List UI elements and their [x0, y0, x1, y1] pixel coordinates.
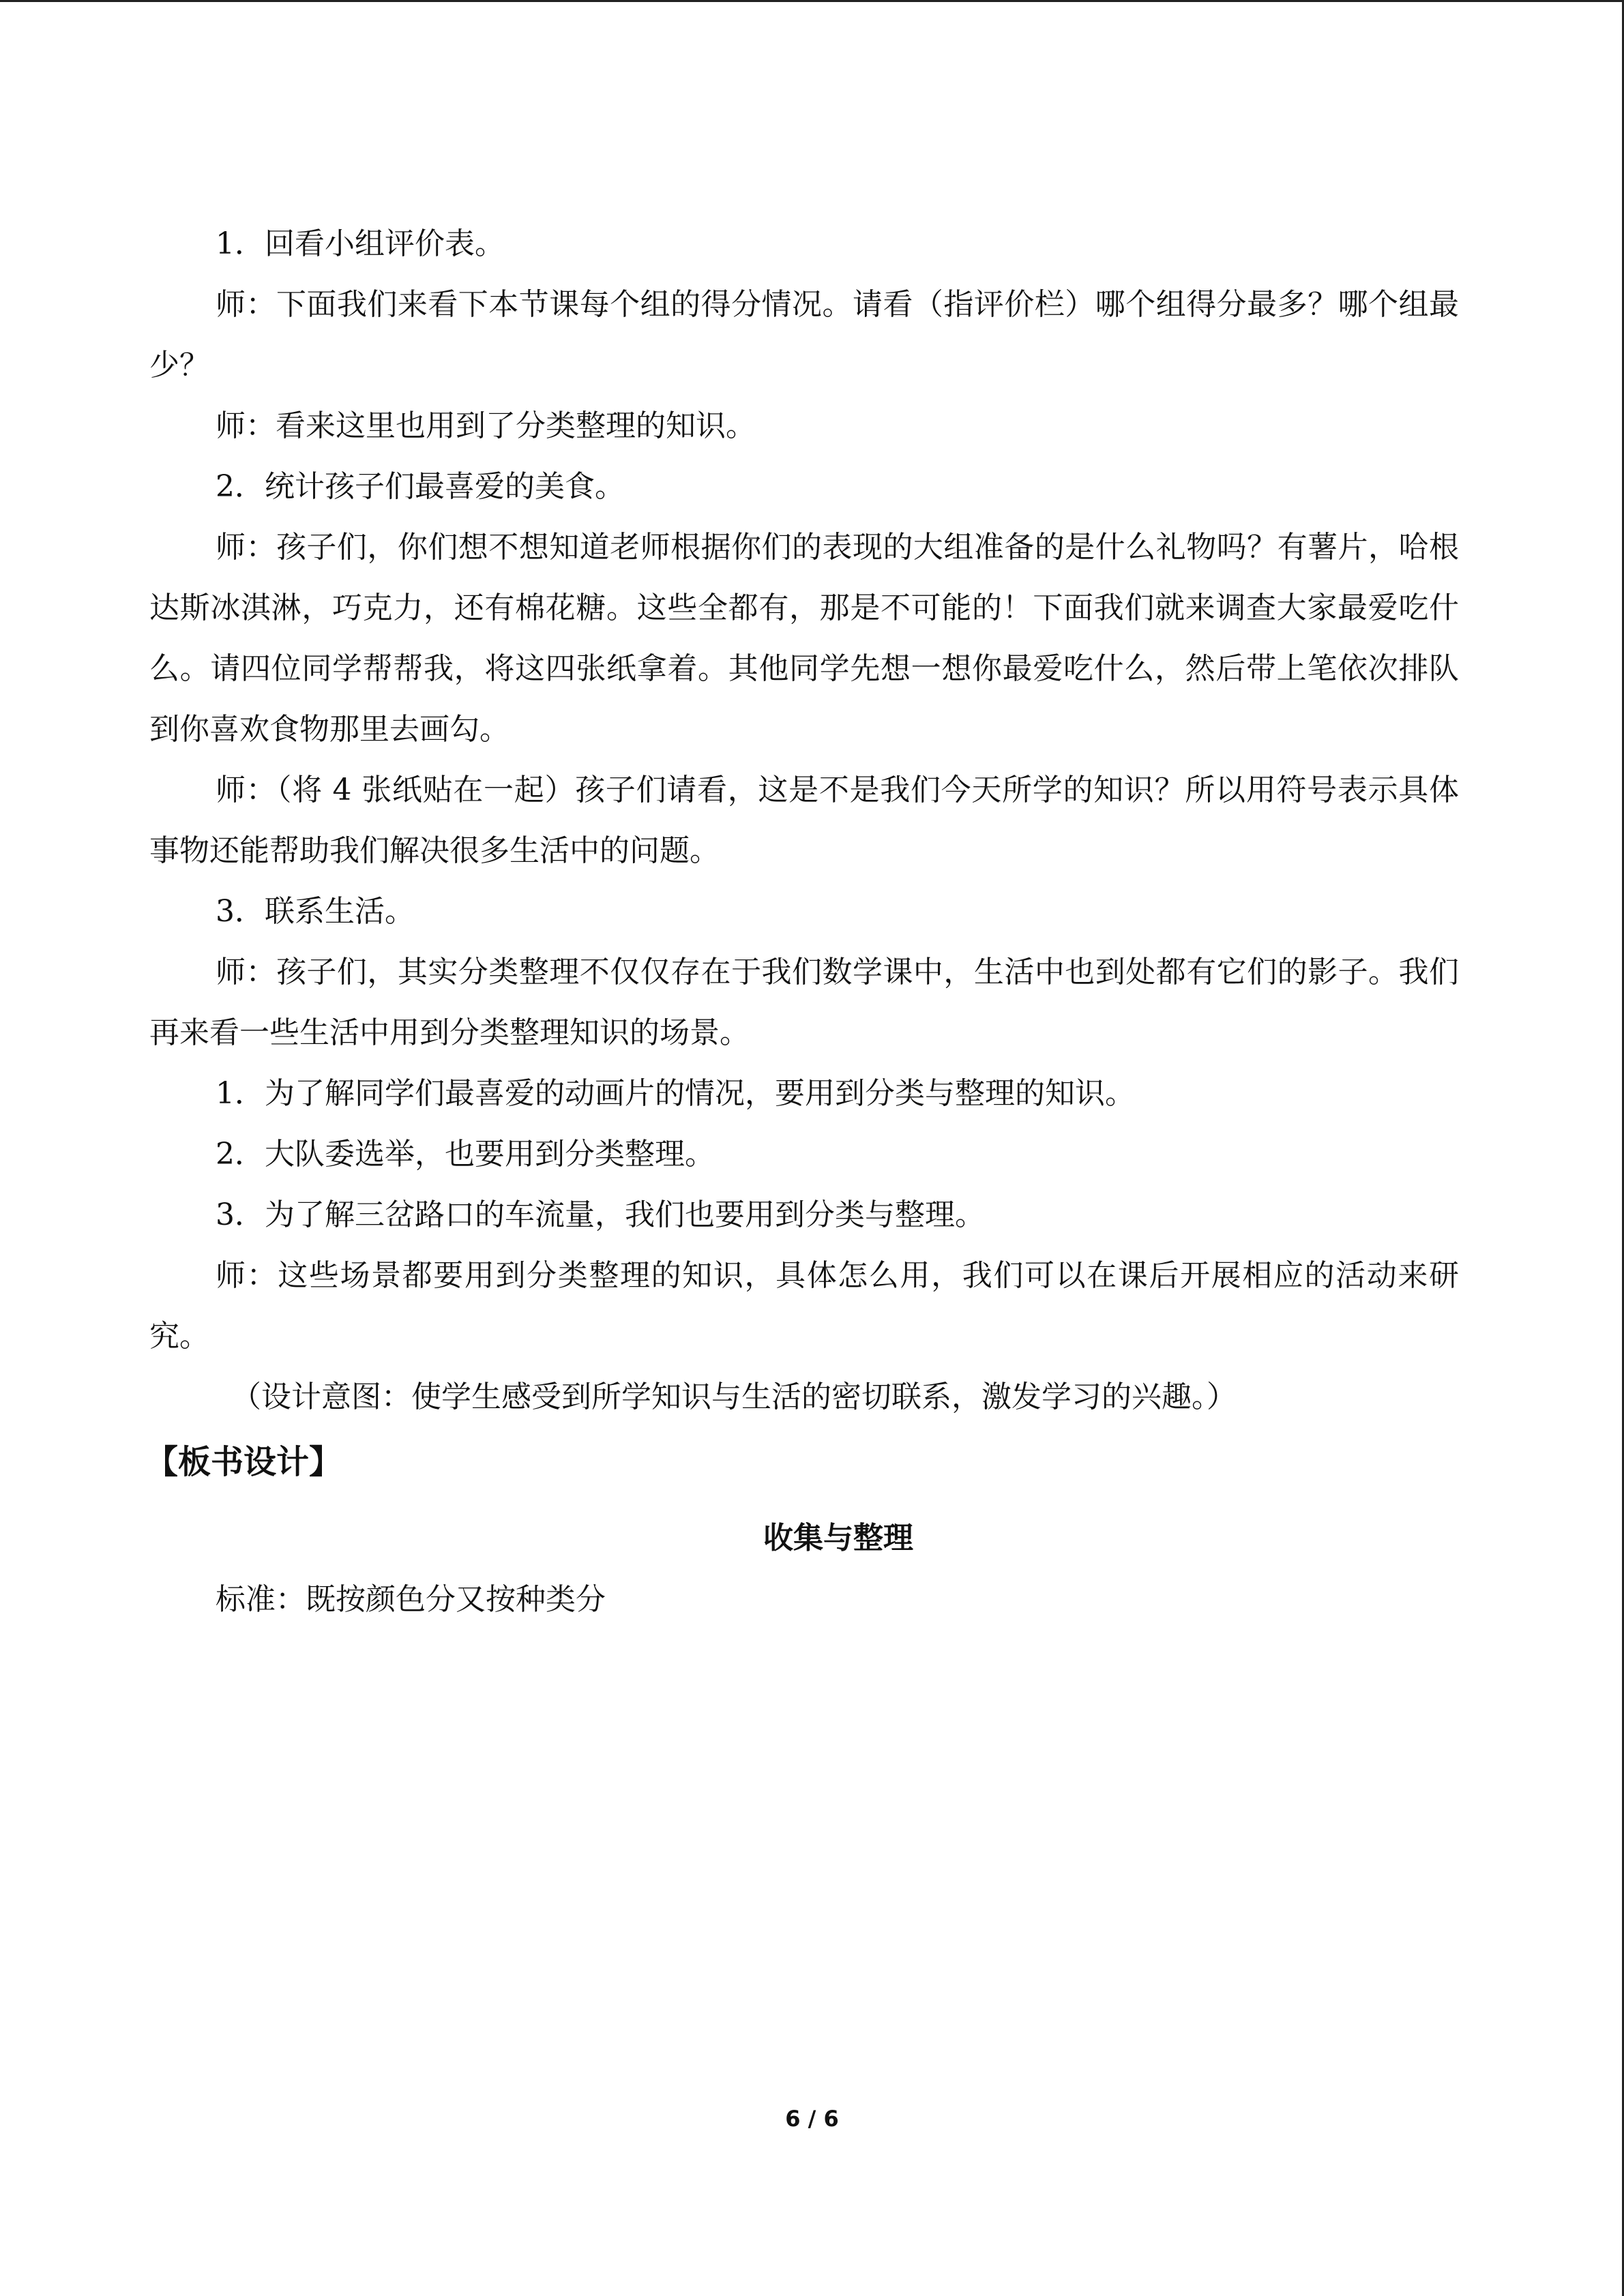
paragraph-group-scores: 师：下面我们来看下本节课每个组的得分情况。请看（指评价栏）哪个组得分最多？哪个组最少？	[149, 287, 1459, 383]
paragraph-review-table: 1．回看小组评价表。	[216, 226, 505, 261]
paragraph-classification-knowledge: 师：看来这里也用到了分类整理的知识。	[216, 408, 756, 443]
board-title: 收集与整理	[763, 1521, 913, 1555]
document-body	[145, 213, 1459, 1630]
paragraph-life-scenes: 师：孩子们，其实分类整理不仅仅存在于我们数学课中，生活中也到处都有它们的影子。我们再来看一些生活中用到分类整理知识的场景。	[149, 955, 1459, 1050]
paragraph-gift-survey: 师：孩子们，你们想不想知道老师根据你们的表现的大组准备的是什么礼物吗？有薯片，哈根达斯冰淇淋，巧克力，还有棉花糖。这些全都有，那是不可能的！下面我们就来调查大家最爱吃什么。请四位同学帮帮我，将这四张纸拿着。其他同学先想一想你最爱吃什么，然后带上笔依次排队到你喜欢食物那里去画勾。	[149, 530, 1459, 747]
list-item-traffic: 3．为了解三岔路口的车流量，我们也要用到分类与整理。	[216, 1197, 985, 1232]
list-item-cartoons: 1．为了解同学们最喜爱的动画片的情况，要用到分类与整理的知识。	[216, 1076, 1135, 1111]
paragraph-research: 师：这些场景都要用到分类整理的知识，具体怎么用，我们可以在课后开展相应的活动来研究。	[149, 1258, 1459, 1354]
board-standard: 标准：既按颜色分又按种类分	[216, 1582, 606, 1617]
paragraph-paper-combine: 师：（将 4 张纸贴在一起）孩子们请看，这是不是我们今天所学的知识？所以用符号表示具体事物还能帮助我们解决很多生活中的问题。	[149, 773, 1459, 868]
paragraph-connect-life: 3．联系生活。	[216, 894, 415, 929]
design-intent: （设计意图：使学生感受到所学知识与生活的密切联系，激发学习的兴趣。）	[231, 1380, 1237, 1414]
page-number: 6 / 6	[785, 2106, 839, 2132]
paragraph-favorite-food: 2．统计孩子们最喜爱的美食。	[216, 469, 625, 504]
list-item-election: 2．大队委选举，也要用到分类整理。	[216, 1137, 715, 1172]
section-heading-board-design: 【板书设计】	[145, 1443, 342, 1481]
